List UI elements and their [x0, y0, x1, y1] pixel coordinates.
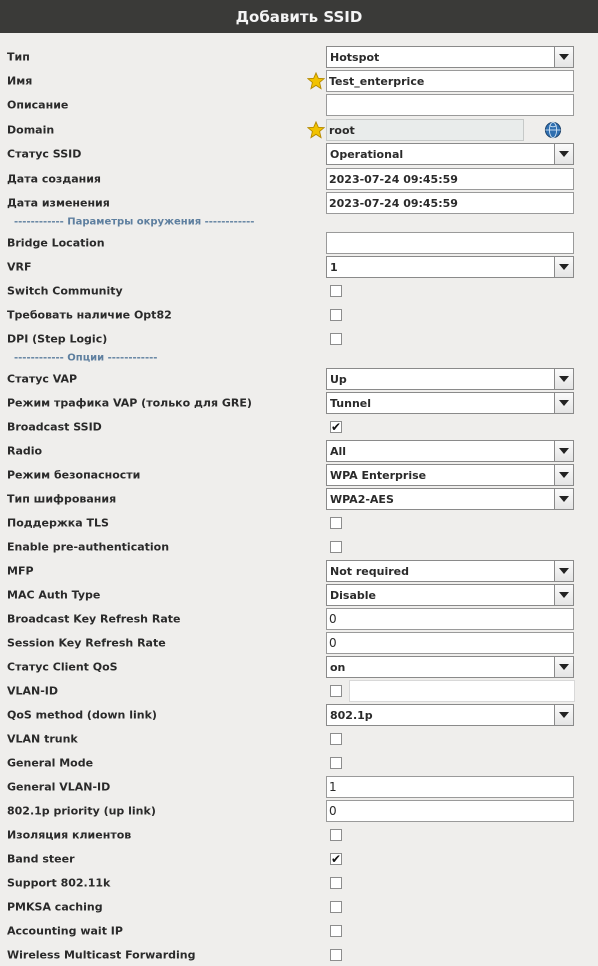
security-mode-label: Режим безопасности: [7, 468, 141, 482]
opt82-checkbox[interactable]: [330, 309, 342, 321]
row-priority-up: [0, 800, 598, 822]
modified-field[interactable]: 2023-07-24 09:45:59: [326, 192, 574, 214]
row-vap-status: [0, 368, 598, 390]
section-options: ------------ Опции ------------: [14, 352, 158, 364]
isolation-checkbox[interactable]: [330, 829, 342, 841]
row-domain: [0, 119, 598, 141]
tls-label: Поддержка TLS: [7, 516, 109, 530]
pmksa-checkbox[interactable]: [330, 901, 342, 913]
star-icon: [307, 72, 325, 90]
encryption-label: Тип шифрования: [7, 492, 117, 506]
bridge-input[interactable]: [326, 232, 574, 254]
ssid-status-select[interactable]: Operational: [326, 143, 574, 165]
dpi-checkbox[interactable]: [330, 333, 342, 345]
support-11k-checkbox[interactable]: [330, 877, 342, 889]
row-support-11k: [0, 872, 598, 894]
vlan-trunk-label: VLAN trunk: [7, 732, 78, 746]
encryption-select[interactable]: WPA2-AES: [326, 488, 574, 510]
wmf-label: Wireless Multicast Forwarding: [7, 948, 196, 962]
client-qos-select[interactable]: on: [326, 656, 574, 678]
domain-label: Domain: [7, 123, 55, 137]
name-label: Имя: [7, 74, 33, 88]
mac-auth-label: MAC Auth Type: [7, 588, 101, 602]
mfp-label: MFP: [7, 564, 34, 578]
security-mode-select[interactable]: WPA Enterprise: [326, 464, 574, 486]
modified-label: Дата изменения: [7, 196, 110, 210]
chevron-down-icon: [554, 657, 573, 677]
session-key-label: Session Key Refresh Rate: [7, 636, 166, 650]
row-radio: [0, 440, 598, 462]
row-type: [0, 46, 598, 68]
vrf-select[interactable]: 1: [326, 256, 574, 278]
row-isolation: [0, 824, 598, 846]
type-select[interactable]: Hotspot: [326, 46, 574, 68]
row-name: [0, 70, 598, 92]
chevron-down-icon: [554, 489, 573, 509]
acct-wait-ip-checkbox[interactable]: [330, 925, 342, 937]
ssid-status-label: Статус SSID: [7, 147, 82, 161]
row-acct-wait-ip: [0, 920, 598, 942]
name-input[interactable]: Test_enterprice: [326, 70, 574, 92]
chevron-down-icon: [554, 393, 573, 413]
opt82-label: Требовать наличие Opt82: [7, 308, 172, 322]
chevron-down-icon: [554, 144, 573, 164]
vap-traffic-label: Режим трафика VAP (только для GRE): [7, 396, 252, 410]
row-pmksa: [0, 896, 598, 918]
vrf-label: VRF: [7, 260, 32, 274]
created-label: Дата создания: [7, 172, 101, 186]
priority-up-input[interactable]: 0: [326, 800, 574, 822]
type-label: Тип: [7, 50, 30, 64]
switch-community-label: Switch Community: [7, 284, 123, 298]
row-modified: [0, 192, 598, 214]
band-steer-checkbox[interactable]: ✔: [331, 852, 342, 866]
row-security-mode: [0, 464, 598, 486]
preauth-label: Enable pre-authentication: [7, 540, 170, 554]
description-input[interactable]: [326, 94, 574, 116]
switch-community-checkbox[interactable]: [330, 285, 342, 297]
section-environment: ------------ Параметры окружения ------------: [14, 216, 255, 228]
client-qos-label: Статус Client QoS: [7, 660, 118, 674]
row-vlan-id: [0, 680, 598, 702]
star-icon: [307, 121, 325, 139]
domain-field: root: [326, 119, 524, 141]
row-ssid-status: [0, 143, 598, 165]
qos-method-select[interactable]: 802.1p: [326, 704, 574, 726]
general-vlan-input[interactable]: 1: [326, 776, 574, 798]
mfp-select[interactable]: Not required: [326, 560, 574, 582]
general-mode-label: General Mode: [7, 756, 94, 770]
band-steer-label: Band steer: [7, 852, 75, 866]
vap-status-select[interactable]: Up: [326, 368, 574, 390]
broadcast-ssid-checkbox[interactable]: ✔: [331, 420, 342, 434]
row-preauth: [0, 536, 598, 558]
row-session-key: [0, 632, 598, 654]
vlan-trunk-checkbox[interactable]: [330, 733, 342, 745]
mac-auth-select[interactable]: Disable: [326, 584, 574, 606]
wmf-checkbox[interactable]: [330, 949, 342, 961]
row-switch-community: [0, 280, 598, 302]
vap-status-label: Статус VAP: [7, 372, 78, 386]
row-description: [0, 94, 598, 116]
row-client-qos: [0, 656, 598, 678]
qos-method-label: QoS method (down link): [7, 708, 157, 722]
row-general-vlan: [0, 776, 598, 798]
row-wmf: [0, 944, 598, 966]
row-band-steer: [0, 848, 598, 870]
chevron-down-icon: [554, 441, 573, 461]
support-11k-label: Support 802.11k: [7, 876, 111, 890]
chevron-down-icon: [554, 257, 573, 277]
radio-label: Radio: [7, 444, 43, 458]
tls-checkbox[interactable]: [330, 517, 342, 529]
chevron-down-icon: [554, 705, 573, 725]
row-vrf: [0, 256, 598, 278]
chevron-down-icon: [554, 465, 573, 485]
row-vap-traffic: [0, 392, 598, 414]
bridge-label: Bridge Location: [7, 236, 105, 250]
row-mac-auth: [0, 584, 598, 606]
row-mfp: [0, 560, 598, 582]
row-vlan-trunk: [0, 728, 598, 750]
vap-traffic-select[interactable]: Tunnel: [326, 392, 574, 414]
preauth-checkbox[interactable]: [330, 541, 342, 553]
bcast-key-input[interactable]: 0: [326, 608, 574, 630]
row-bcast-key: [0, 608, 598, 630]
priority-up-label: 802.1p priority (up link): [7, 804, 156, 818]
vlan-id-input[interactable]: [349, 680, 575, 702]
row-encryption: [0, 488, 598, 510]
row-broadcast-ssid: [0, 416, 598, 438]
created-field[interactable]: 2023-07-24 09:45:59: [326, 168, 574, 190]
radio-select[interactable]: All: [326, 440, 574, 462]
general-mode-checkbox[interactable]: [330, 757, 342, 769]
dpi-label: DPI (Step Logic): [7, 332, 108, 346]
bcast-key-label: Broadcast Key Refresh Rate: [7, 612, 181, 626]
row-dpi: [0, 328, 598, 350]
general-vlan-label: General VLAN-ID: [7, 780, 111, 794]
globe-icon[interactable]: [544, 121, 562, 139]
row-bridge: [0, 232, 598, 254]
chevron-down-icon: [554, 369, 573, 389]
chevron-down-icon: [554, 585, 573, 605]
ssid-form: [0, 33, 598, 964]
session-key-input[interactable]: 0: [326, 632, 574, 654]
row-tls: [0, 512, 598, 534]
dialog-title: Добавить SSID: [0, 0, 598, 33]
chevron-down-icon: [554, 47, 573, 67]
row-general-mode: [0, 752, 598, 774]
acct-wait-ip-label: Accounting wait IP: [7, 924, 123, 938]
vlan-id-checkbox[interactable]: [330, 685, 342, 697]
row-created: [0, 168, 598, 190]
vlan-id-label: VLAN-ID: [7, 684, 59, 698]
isolation-label: Изоляция клиентов: [7, 828, 132, 842]
broadcast-ssid-label: Broadcast SSID: [7, 420, 102, 434]
description-label: Описание: [7, 98, 69, 112]
row-opt82: [0, 304, 598, 326]
chevron-down-icon: [554, 561, 573, 581]
pmksa-label: PMKSA caching: [7, 900, 103, 914]
row-qos-method: [0, 704, 598, 726]
